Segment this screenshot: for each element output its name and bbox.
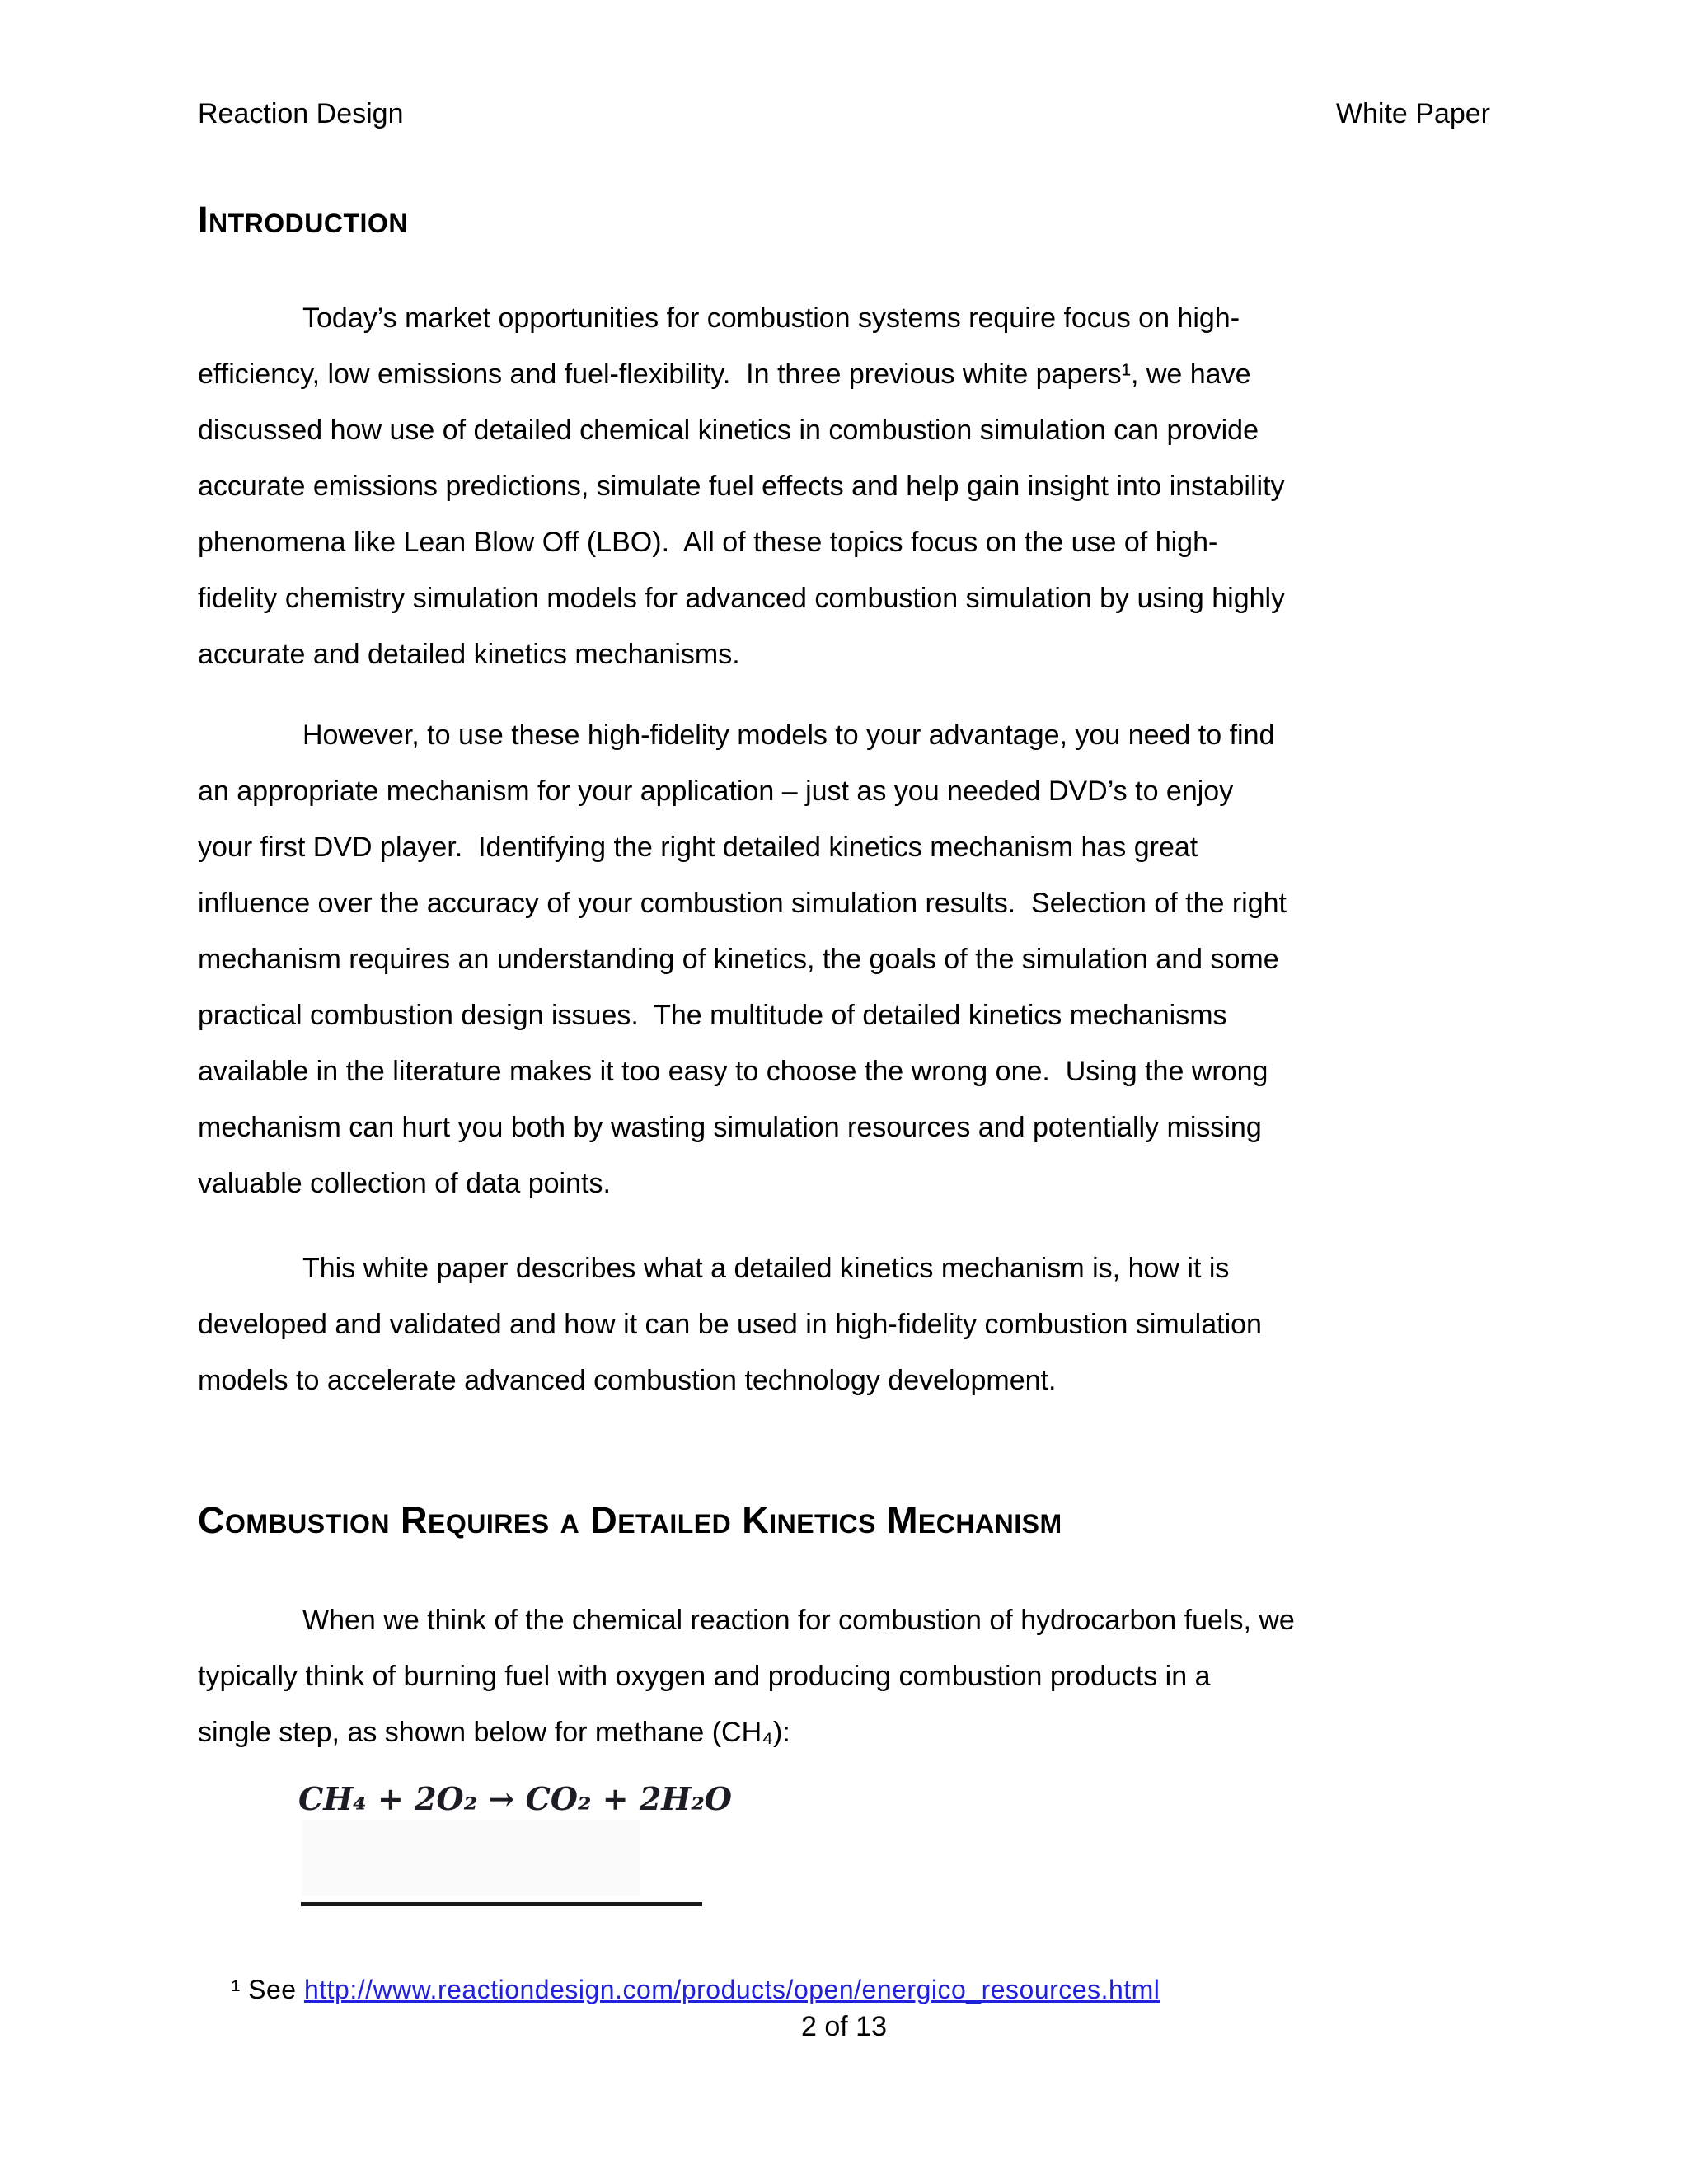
text-line: This white paper describes what a detailed kinetics mechanism is, how it is: [302, 1253, 1230, 1284]
text-line: models to accelerate advanced combustion technology development.: [198, 1365, 1057, 1396]
section-heading-combustion-mechanism: Combustion Requires a Detailed Kinetics Mechanism: [198, 1499, 1062, 1541]
text-line: developed and validated and how it can be used in high-fidelity combustion simulation: [198, 1309, 1262, 1340]
text-line: valuable collection of data points.: [198, 1168, 611, 1199]
text-line: However, to use these high-fidelity models to your advantage, you need to find: [302, 719, 1275, 751]
text-line: discussed how use of detailed chemical kinetics in combustion simulation can provide: [198, 415, 1259, 446]
text-line: fidelity chemistry simulation models for advanced combustion simulation by using highly: [198, 583, 1286, 614]
text-line: phenomena like Lean Blow Off (LBO). All of these topics focus on the use of high-: [198, 527, 1218, 558]
intro-paragraph-3: [198, 1240, 1508, 1408]
footnote-link[interactable]: http://www.reactiondesign.com/products/open/energico_resources.html: [303, 1975, 1160, 2004]
chemical-equation: CH₄ + 2O₂ → CO₂ + 2H₂O: [298, 1780, 732, 1817]
text-line: typically think of burning fuel with oxygen and producing combustion products in a: [198, 1661, 1211, 1692]
text-line: accurate emissions predictions, simulate fuel effects and help gain insight into instability: [198, 471, 1285, 502]
combustion-paragraph-1: [198, 1592, 1508, 1760]
footnote-marker: ¹: [231, 1975, 249, 2004]
intro-paragraph-1: [198, 290, 1508, 682]
text-line: mechanism can hurt you both by wasting simulation resources and potentially missing: [198, 1112, 1262, 1143]
text-line: available in the literature makes it too easy to choose the wrong one. Using the wrong: [198, 1056, 1268, 1087]
text-line: efficiency, low emissions and fuel-flexibility. In three previous white papers¹, we have: [198, 359, 1251, 390]
text-line: accurate and detailed kinetics mechanisms.: [198, 639, 740, 670]
text-line: an appropriate mechanism for your application – just as you needed DVD’s to enjoy: [198, 776, 1234, 807]
header-doc-type: White Paper: [1335, 98, 1490, 129]
header-company: Reaction Design: [198, 98, 404, 129]
text-line: practical combustion design issues. The multitude of detailed kinetics mechanisms: [198, 1000, 1227, 1031]
footnote-separator: [301, 1902, 702, 1906]
footnote-label: See: [248, 1975, 304, 2004]
section-heading-introduction: Introduction: [198, 199, 408, 241]
text-line: When we think of the chemical reaction for combustion of hydrocarbon fuels, we: [302, 1605, 1295, 1636]
text-line: your first DVD player. Identifying the right detailed kinetics mechanism has great: [198, 832, 1198, 863]
equation-image-background: [302, 1820, 640, 1896]
intro-paragraph-2: [198, 707, 1508, 1212]
page-header: [198, 97, 1490, 130]
text-line: influence over the accuracy of your combustion simulation results. Selection of the right: [198, 888, 1287, 919]
text-line: single step, as shown below for methane (CH₄):: [198, 1717, 790, 1748]
text-line: mechanism requires an understanding of kinetics, the goals of the simulation and some: [198, 944, 1279, 975]
page-number: 2 of 13: [801, 2011, 887, 2042]
text-line: Today’s market opportunities for combustion systems require focus on high-: [302, 302, 1240, 334]
